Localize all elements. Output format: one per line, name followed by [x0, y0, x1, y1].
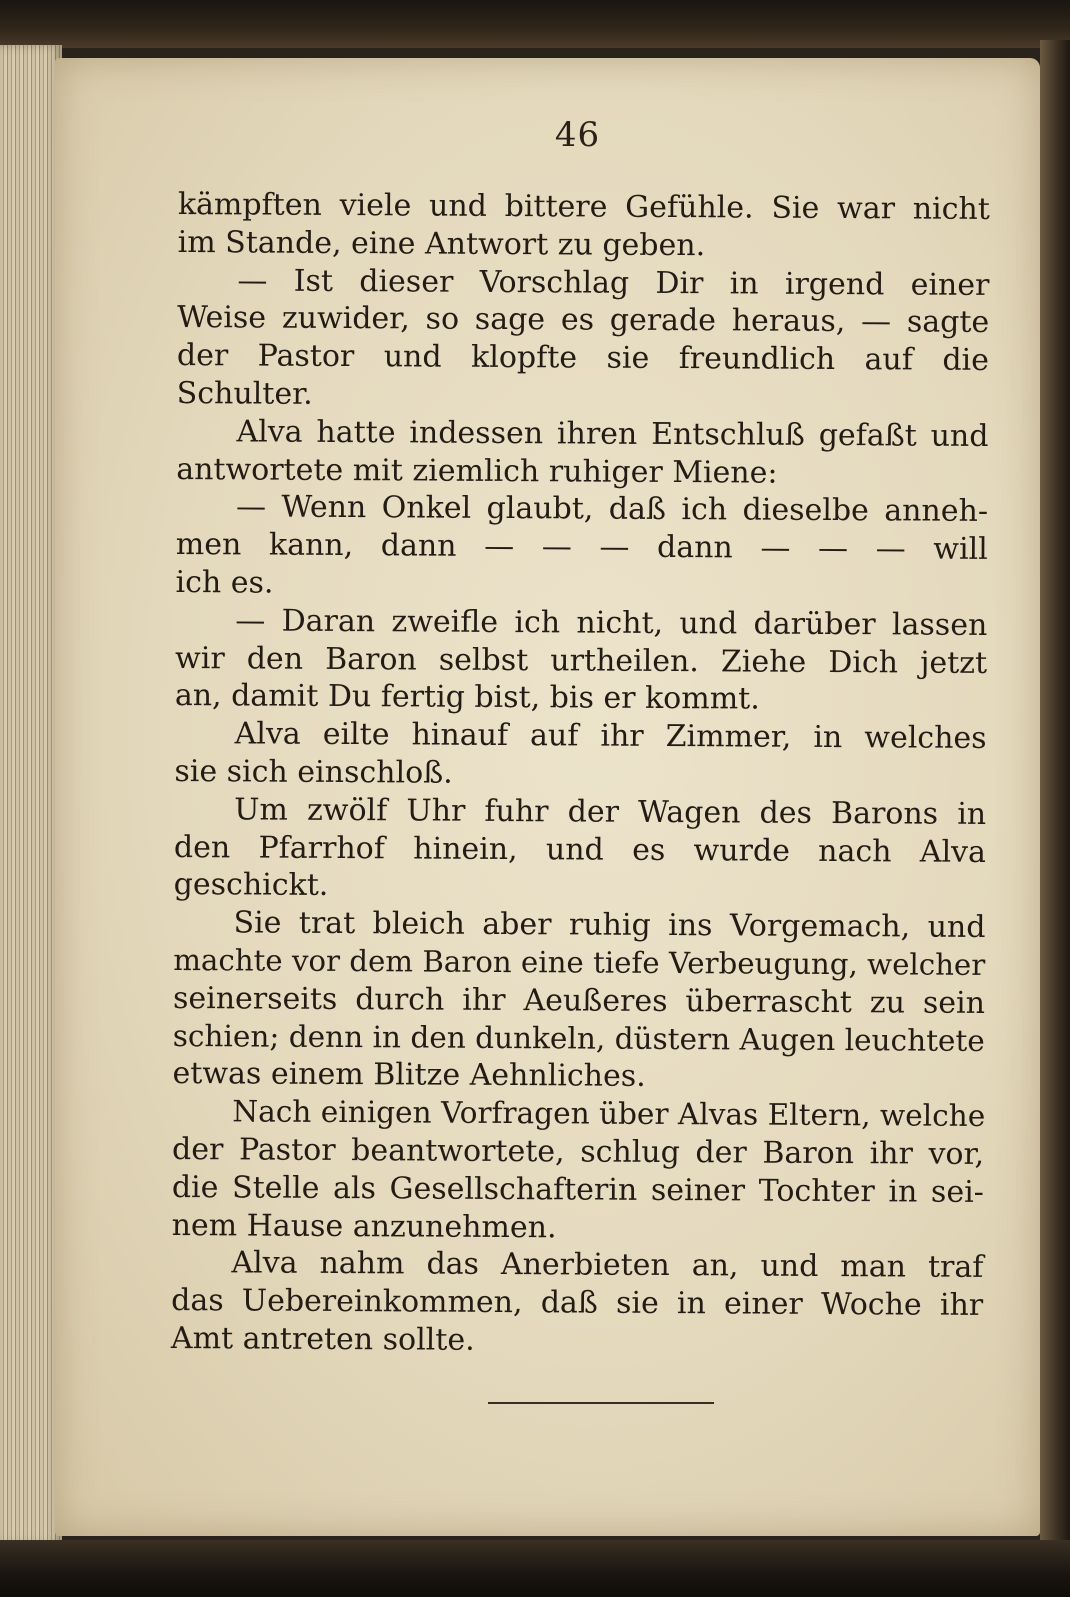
text-line: seinerseits durch ihr Aeußeres überrascht zu sein — [172, 980, 986, 1021]
text-line: Schulter. — [176, 375, 313, 412]
text-line: an, damit Du fertig bist, bis er kommt. — [174, 678, 760, 717]
page-edges — [0, 45, 62, 1545]
text-line: Alva nahm das Anerbieten an, und man traf — [231, 1245, 984, 1286]
text-line: wir den Baron selbst urtheilen. Ziehe Dich jetzt — [175, 640, 988, 681]
text-line: kämpften viele und bittere Gefühle. Sie war nicht — [177, 186, 990, 227]
text-line: men kann, dann — — — dann — — — will — [175, 527, 988, 568]
text-line: — Daran zweifle ich nicht, und darüber lassen — [235, 603, 988, 643]
text-line: geschickt. — [173, 867, 329, 904]
text-line: im Stande, eine Antwort zu geben. — [177, 224, 706, 264]
text-line: die Stelle als Gesellschafterin seiner Tochter in sei- — [171, 1169, 984, 1210]
text-line: — Ist dieser Vorschlag Dir in irgend einer — [237, 262, 990, 303]
text-line: etwas einem Blitze Aehnliches. — [172, 1056, 646, 1095]
text-line: — Wenn Onkel glaubt, daß ich dieselbe anneh- — [235, 489, 989, 530]
text-line: der Pastor und klopfte sie freundlich auf die — [176, 338, 990, 379]
text-line: das Uebereinkommen, daß sie in einer Woche ihr — [171, 1283, 984, 1324]
text-line: der Pastor beantwortete, schlug der Baron ihr vor, — [172, 1131, 985, 1172]
text-line: schien; denn in den dunkeln, düstern Augen leuchtete — [172, 1018, 985, 1058]
text-line: nem Hause anzunehmen. — [171, 1207, 557, 1245]
text-line: Sie trat bleich aber ruhig ins Vorgemach, und — [233, 905, 986, 946]
book-cover-edge — [1040, 40, 1070, 1550]
book-binding-bottom — [0, 1540, 1070, 1597]
text-line: antwortete mit ziemlich ruhiger Miene: — [176, 451, 778, 491]
text-line: Nach einigen Vorfragen über Alvas Eltern, welche — [232, 1094, 986, 1134]
page-number: 46 — [554, 115, 601, 155]
text-line: Amt antreten sollte. — [170, 1320, 475, 1358]
closing-rule — [488, 1402, 714, 1404]
text-line: Um zwölf Uhr fuhr der Wagen des Barons in — [234, 792, 987, 832]
text-line: Alva hatte indessen ihren Entschluß gefaßt und — [236, 414, 989, 454]
book-binding-top — [0, 0, 1070, 48]
text-line: ich es. — [175, 564, 274, 601]
text-line: Weise zuwider, so sage es gerade heraus, — sagte — [177, 300, 990, 341]
text-line: den Pfarrhof hinein, und es wurde nach Alva — [173, 829, 987, 870]
text-line: sie sich einschloß. — [174, 753, 453, 791]
body-text — [171, 186, 990, 1363]
text-line: Alva eilte hinauf auf ihr Zimmer, in welches — [234, 716, 987, 757]
text-line: machte vor dem Baron eine tiefe Verbeugung, welcher — [173, 942, 986, 982]
